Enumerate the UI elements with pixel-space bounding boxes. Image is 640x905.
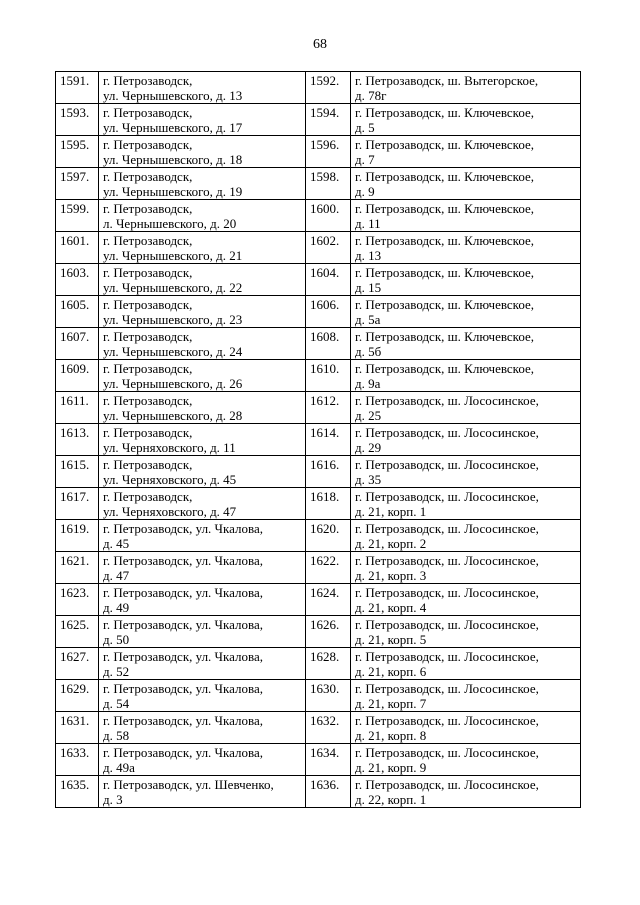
- table-row: [56, 744, 581, 776]
- table-row: [56, 776, 581, 808]
- address-cell: [351, 296, 581, 328]
- address-line-1: г. Петрозаводск,: [103, 393, 193, 408]
- entry-number: 1596.: [306, 136, 351, 168]
- address-line-1: г. Петрозаводск, ш. Лососинское,: [355, 617, 539, 632]
- address-line-2: д. 5б: [355, 344, 382, 359]
- table-row: [56, 72, 581, 104]
- address-line-2: д. 52: [103, 664, 130, 679]
- table-row: [56, 520, 581, 552]
- table-row: [56, 232, 581, 264]
- address-line-2: д. 9а: [355, 376, 381, 391]
- address-line-2: ул. Чернышевского, д. 28: [103, 408, 243, 423]
- entry-number: 1636.: [306, 776, 351, 808]
- entry-number: 1633.: [56, 744, 99, 776]
- entry-number: 1629.: [56, 680, 99, 712]
- entry-number: 1626.: [306, 616, 351, 648]
- address-line-2: д. 78г: [355, 88, 387, 103]
- address-cell: [351, 168, 581, 200]
- address-line-1: г. Петрозаводск,: [103, 169, 193, 184]
- entry-number: 1623.: [56, 584, 99, 616]
- address-line-1: г. Петрозаводск, ш. Лососинское,: [355, 393, 539, 408]
- address-cell: [99, 488, 306, 520]
- address-line-1: г. Петрозаводск, ул. Чкалова,: [103, 713, 263, 728]
- address-cell: [351, 264, 581, 296]
- address-cell: [99, 648, 306, 680]
- address-line-1: г. Петрозаводск, ш. Ключевское,: [355, 137, 535, 152]
- address-cell: [99, 744, 306, 776]
- address-cell: [351, 392, 581, 424]
- address-line-1: г. Петрозаводск,: [103, 457, 193, 472]
- address-cell: [351, 232, 581, 264]
- address-line-2: д. 29: [355, 440, 382, 455]
- address-line-1: г. Петрозаводск, ш. Ключевское,: [355, 105, 535, 120]
- address-cell: [351, 72, 581, 104]
- address-cell: [99, 104, 306, 136]
- address-cell: [351, 360, 581, 392]
- address-line-1: г. Петрозаводск, ш. Ключевское,: [355, 329, 535, 344]
- address-cell: [99, 232, 306, 264]
- address-line-1: г. Петрозаводск,: [103, 489, 193, 504]
- entry-number: 1618.: [306, 488, 351, 520]
- address-cell: [99, 584, 306, 616]
- table-row: [56, 136, 581, 168]
- address-line-1: г. Петрозаводск,: [103, 297, 193, 312]
- address-line-1: г. Петрозаводск, ш. Ключевское,: [355, 297, 535, 312]
- address-line-2: д. 13: [355, 248, 382, 263]
- entry-number: 1604.: [306, 264, 351, 296]
- table-row: [56, 456, 581, 488]
- address-line-1: г. Петрозаводск, ш. Ключевское,: [355, 233, 535, 248]
- address-line-1: г. Петрозаводск,: [103, 233, 193, 248]
- entry-number: 1591.: [56, 72, 99, 104]
- address-line-2: д. 49: [103, 600, 130, 615]
- entry-number: 1606.: [306, 296, 351, 328]
- address-cell: [351, 648, 581, 680]
- entry-number: 1599.: [56, 200, 99, 232]
- address-cell: [351, 776, 581, 808]
- address-line-2: д. 58: [103, 728, 130, 743]
- address-line-1: г. Петрозаводск, ш. Лососинское,: [355, 553, 539, 568]
- address-line-1: г. Петрозаводск, ш. Лососинское,: [355, 489, 539, 504]
- entry-number: 1613.: [56, 424, 99, 456]
- entry-number: 1631.: [56, 712, 99, 744]
- address-line-2: ул. Чернышевского, д. 21: [103, 248, 243, 263]
- address-line-2: ул. Чернышевского, д. 23: [103, 312, 243, 327]
- entry-number: 1624.: [306, 584, 351, 616]
- address-cell: [99, 264, 306, 296]
- entry-number: 1621.: [56, 552, 99, 584]
- address-line-2: д. 50: [103, 632, 130, 647]
- address-cell: [351, 712, 581, 744]
- address-line-2: д. 21, корп. 4: [355, 600, 427, 615]
- address-line-1: г. Петрозаводск,: [103, 361, 193, 376]
- address-line-2: ул. Чернышевского, д. 18: [103, 152, 243, 167]
- table-row: [56, 552, 581, 584]
- address-line-2: д. 5: [355, 120, 375, 135]
- table-row: [56, 712, 581, 744]
- address-cell: [351, 616, 581, 648]
- address-line-2: ул. Чернышевского, д. 22: [103, 280, 243, 295]
- entry-number: 1605.: [56, 296, 99, 328]
- entry-number: 1632.: [306, 712, 351, 744]
- entry-number: 1612.: [306, 392, 351, 424]
- entry-number: 1602.: [306, 232, 351, 264]
- address-line-2: д. 21, корп. 8: [355, 728, 427, 743]
- address-line-1: г. Петрозаводск, ш. Лососинское,: [355, 425, 539, 440]
- entry-number: 1625.: [56, 616, 99, 648]
- address-cell: [351, 488, 581, 520]
- address-table-body: [56, 72, 581, 808]
- address-line-1: г. Петрозаводск, ул. Чкалова,: [103, 585, 263, 600]
- page-number: 68: [313, 37, 327, 52]
- address-line-1: г. Петрозаводск, ул. Чкалова,: [103, 649, 263, 664]
- address-line-2: д. 21, корп. 7: [355, 696, 427, 711]
- address-cell: [351, 744, 581, 776]
- address-line-2: д. 7: [355, 152, 375, 167]
- entry-number: 1607.: [56, 328, 99, 360]
- address-line-1: г. Петрозаводск, ш. Лососинское,: [355, 777, 539, 792]
- address-cell: [99, 328, 306, 360]
- entry-number: 1619.: [56, 520, 99, 552]
- address-cell: [99, 296, 306, 328]
- address-line-1: г. Петрозаводск, ул. Чкалова,: [103, 521, 263, 536]
- address-line-2: ул. Черняховского, д. 11: [103, 440, 236, 455]
- entry-number: 1597.: [56, 168, 99, 200]
- address-line-1: г. Петрозаводск,: [103, 425, 193, 440]
- entry-number: 1610.: [306, 360, 351, 392]
- address-cell: [351, 456, 581, 488]
- address-line-1: г. Петрозаводск,: [103, 201, 193, 216]
- address-line-1: г. Петрозаводск, ш. Лососинское,: [355, 585, 539, 600]
- address-line-2: д. 21, корп. 3: [355, 568, 427, 583]
- table-row: [56, 104, 581, 136]
- entry-number: 1614.: [306, 424, 351, 456]
- address-line-2: л. Чернышевского, д. 20: [103, 216, 237, 231]
- address-line-2: ул. Чернышевского, д. 17: [103, 120, 243, 135]
- address-cell: [99, 200, 306, 232]
- table-row: [56, 584, 581, 616]
- table-row: [56, 296, 581, 328]
- entry-number: 1594.: [306, 104, 351, 136]
- address-cell: [351, 136, 581, 168]
- address-line-1: г. Петрозаводск, ш. Лососинское,: [355, 681, 539, 696]
- address-cell: [99, 456, 306, 488]
- address-line-1: г. Петрозаводск, ш. Лососинское,: [355, 521, 539, 536]
- entry-number: 1603.: [56, 264, 99, 296]
- entry-number: 1630.: [306, 680, 351, 712]
- address-line-1: г. Петрозаводск, ш. Вытегорское,: [355, 73, 539, 88]
- address-line-1: г. Петрозаводск, ш. Лососинское,: [355, 649, 539, 664]
- address-line-2: д. 54: [103, 696, 130, 711]
- table-row: [56, 168, 581, 200]
- address-line-2: ул. Черняховского, д. 47: [103, 504, 237, 519]
- address-cell: [99, 168, 306, 200]
- address-line-1: г. Петрозаводск,: [103, 73, 193, 88]
- address-cell: [99, 424, 306, 456]
- address-line-2: д. 21, корп. 6: [355, 664, 427, 679]
- address-cell: [351, 552, 581, 584]
- entry-number: 1601.: [56, 232, 99, 264]
- address-cell: [351, 680, 581, 712]
- table-row: [56, 360, 581, 392]
- address-line-2: д. 47: [103, 568, 130, 583]
- address-line-1: г. Петрозаводск,: [103, 137, 193, 152]
- address-line-2: ул. Чернышевского, д. 24: [103, 344, 243, 359]
- address-line-2: д. 9: [355, 184, 375, 199]
- address-line-1: г. Петрозаводск,: [103, 105, 193, 120]
- address-cell: [99, 776, 306, 808]
- table-row: [56, 616, 581, 648]
- address-line-2: ул. Чернышевского, д. 13: [103, 88, 243, 103]
- address-line-2: д. 21, корп. 5: [355, 632, 427, 647]
- table-row: [56, 488, 581, 520]
- entry-number: 1609.: [56, 360, 99, 392]
- address-line-1: г. Петрозаводск, ш. Лососинское,: [355, 713, 539, 728]
- address-line-1: г. Петрозаводск, ул. Чкалова,: [103, 617, 263, 632]
- address-line-1: г. Петрозаводск, ул. Чкалова,: [103, 745, 263, 760]
- address-line-1: г. Петрозаводск, ш. Лососинское,: [355, 457, 539, 472]
- table-row: [56, 328, 581, 360]
- address-cell: [99, 552, 306, 584]
- address-cell: [99, 392, 306, 424]
- address-cell: [351, 424, 581, 456]
- address-line-1: г. Петрозаводск, ш. Лососинское,: [355, 745, 539, 760]
- address-cell: [351, 584, 581, 616]
- table-row: [56, 264, 581, 296]
- entry-number: 1617.: [56, 488, 99, 520]
- address-line-2: д. 3: [103, 792, 123, 807]
- address-line-1: г. Петрозаводск, ш. Ключевское,: [355, 361, 535, 376]
- entry-number: 1598.: [306, 168, 351, 200]
- address-line-1: г. Петрозаводск, ул. Чкалова,: [103, 553, 263, 568]
- address-line-2: д. 21, корп. 1: [355, 504, 427, 519]
- address-line-2: д. 21, корп. 2: [355, 536, 427, 551]
- table-row: [56, 680, 581, 712]
- entry-number: 1615.: [56, 456, 99, 488]
- entry-number: 1620.: [306, 520, 351, 552]
- address-cell: [351, 200, 581, 232]
- address-line-2: д. 11: [355, 216, 381, 231]
- address-table: [55, 71, 581, 808]
- address-line-2: д. 22, корп. 1: [355, 792, 427, 807]
- entry-number: 1595.: [56, 136, 99, 168]
- address-cell: [351, 328, 581, 360]
- table-row: [56, 424, 581, 456]
- entry-number: 1593.: [56, 104, 99, 136]
- address-line-2: ул. Чернышевского, д. 26: [103, 376, 243, 391]
- entry-number: 1634.: [306, 744, 351, 776]
- address-line-1: г. Петрозаводск, ш. Ключевское,: [355, 169, 535, 184]
- address-cell: [351, 104, 581, 136]
- address-cell: [99, 136, 306, 168]
- address-line-2: ул. Черняховского, д. 45: [103, 472, 237, 487]
- address-cell: [99, 616, 306, 648]
- address-line-2: д. 5а: [355, 312, 381, 327]
- table-row: [56, 200, 581, 232]
- address-line-2: д. 45: [103, 536, 130, 551]
- address-cell: [99, 360, 306, 392]
- address-cell: [99, 72, 306, 104]
- address-line-1: г. Петрозаводск, ул. Шевченко,: [103, 777, 274, 792]
- entry-number: 1608.: [306, 328, 351, 360]
- address-line-1: г. Петрозаводск,: [103, 329, 193, 344]
- address-line-1: г. Петрозаводск,: [103, 265, 193, 280]
- address-line-2: д. 35: [355, 472, 382, 487]
- address-line-1: г. Петрозаводск, ул. Чкалова,: [103, 681, 263, 696]
- entry-number: 1628.: [306, 648, 351, 680]
- address-cell: [99, 680, 306, 712]
- address-line-2: д. 49а: [103, 760, 135, 775]
- address-line-2: д. 21, корп. 9: [355, 760, 427, 775]
- address-line-1: г. Петрозаводск, ш. Ключевское,: [355, 265, 535, 280]
- address-line-2: д. 25: [355, 408, 382, 423]
- table-row: [56, 648, 581, 680]
- address-cell: [351, 520, 581, 552]
- entry-number: 1635.: [56, 776, 99, 808]
- table-row: [56, 392, 581, 424]
- address-cell: [99, 520, 306, 552]
- entry-number: 1627.: [56, 648, 99, 680]
- entry-number: 1616.: [306, 456, 351, 488]
- address-line-2: ул. Чернышевского, д. 19: [103, 184, 243, 199]
- entry-number: 1622.: [306, 552, 351, 584]
- address-line-2: д. 15: [355, 280, 382, 295]
- entry-number: 1600.: [306, 200, 351, 232]
- address-cell: [99, 712, 306, 744]
- entry-number: 1592.: [306, 72, 351, 104]
- address-line-1: г. Петрозаводск, ш. Ключевское,: [355, 201, 535, 216]
- entry-number: 1611.: [56, 392, 99, 424]
